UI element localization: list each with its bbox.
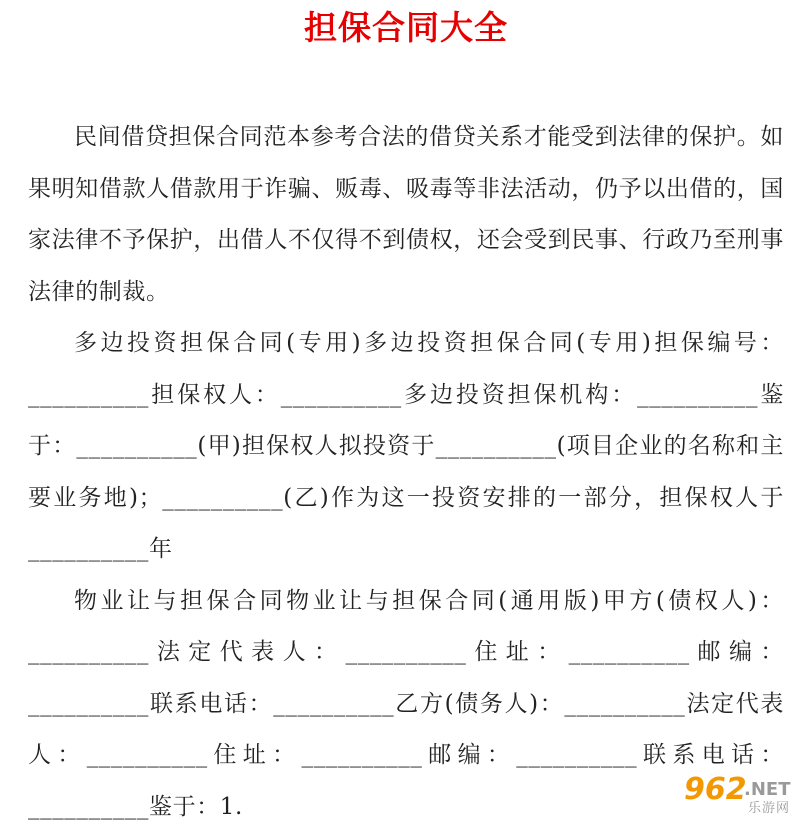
paragraph-intro: 民间借贷担保合同范本参考合法的借贷关系才能受到法律的保护。如果明知借款人借款用于诈骗、贩毒、吸毒等非法活动，仍予以出借的，国家法律不予保护，出借人不仅得不到债权，还会受到民事、行政乃至刑事法律的制裁。 [28, 112, 784, 318]
site-watermark [678, 774, 808, 820]
watermark-caption: 乐游网 [748, 802, 790, 816]
document-title: 担保合同大全 [0, 6, 812, 50]
document-body [28, 112, 784, 833]
paragraph-property-guarantee: 物业让与担保合同物业让与担保合同(通用版)甲方(债权人)：__________法定代表人：__________住址：__________邮编：__________联系电话：__________乙方(债务人)：__________法定代表人：__________住址：__________邮编：__________联系电话：__________鉴于：1. [28, 576, 784, 833]
paragraph-multilateral-guarantee: 多边投资担保合同(专用)多边投资担保合同(专用)担保编号：__________担保权人：__________多边投资担保机构：__________鉴于：__________(甲)担保权人拟投资于__________(项目企业的名称和主要业务地)；__________(乙)作为这一投资安排的一部分，担保权人于__________年 [28, 318, 784, 576]
watermark-logo: 962 [684, 774, 747, 806]
watermark-domain-suffix: .NET [744, 780, 790, 800]
